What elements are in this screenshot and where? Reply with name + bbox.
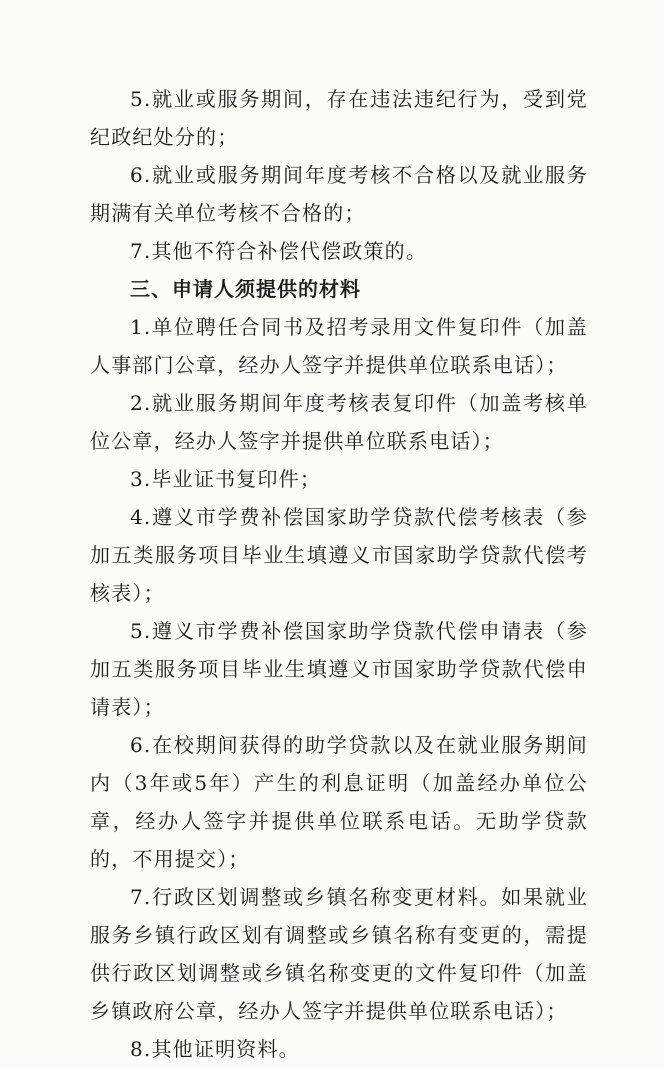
item-7-policy-ineligible: 7.其他不符合补偿代偿政策的。 (130, 239, 428, 263)
section-heading-materials: 三、申请人须提供的材料 (130, 277, 361, 301)
material-7-district-change: 7.行政区划调整或乡镇名称变更材料。如果就业服务乡镇行政区划有调整或乡镇名称有变更的，需提供行政区划调整或乡镇名称变更的文件复印件（加盖乡镇政府公章，经办人签字并提供单位联系电话）； (90, 885, 588, 1023)
material-3-diploma: 3.毕业证书复印件； (130, 467, 322, 491)
material-8-other-proof: 8.其他证明资料。 (130, 1037, 300, 1061)
material-5-application-form: 5.遵义市学费补偿国家助学贷款代偿申请表（参加五类服务项目毕业生填遵义市国家助学贷款代偿申请表）； (90, 619, 588, 719)
material-6-loan-interest-proof: 6.在校期间获得的助学贷款以及在就业服务期间内（3年或5年）产生的利息证明（加盖经办单位公章，经办人签字并提供单位联系电话。无助学贷款的，不用提交）； (90, 733, 588, 871)
item-5-violation: 5.就业或服务期间，存在违法违纪行为，受到党纪政纪处分的； (90, 87, 588, 149)
item-6-assessment-failed: 6.就业或服务期间年度考核不合格以及就业服务期满有关单位考核不合格的； (90, 163, 588, 225)
material-4-assessment-form: 4.遵义市学费补偿国家助学贷款代偿考核表（参加五类服务项目毕业生填遵义市国家助学贷款代偿考核表）； (90, 505, 588, 605)
material-1-contract: 1.单位聘任合同书及招考录用文件复印件（加盖人事部门公章，经办人签字并提供单位联系电话）； (90, 315, 588, 377)
material-2-annual-assessment: 2.就业服务期间年度考核表复印件（加盖考核单位公章，经办人签字并提供单位联系电话）； (90, 391, 588, 453)
